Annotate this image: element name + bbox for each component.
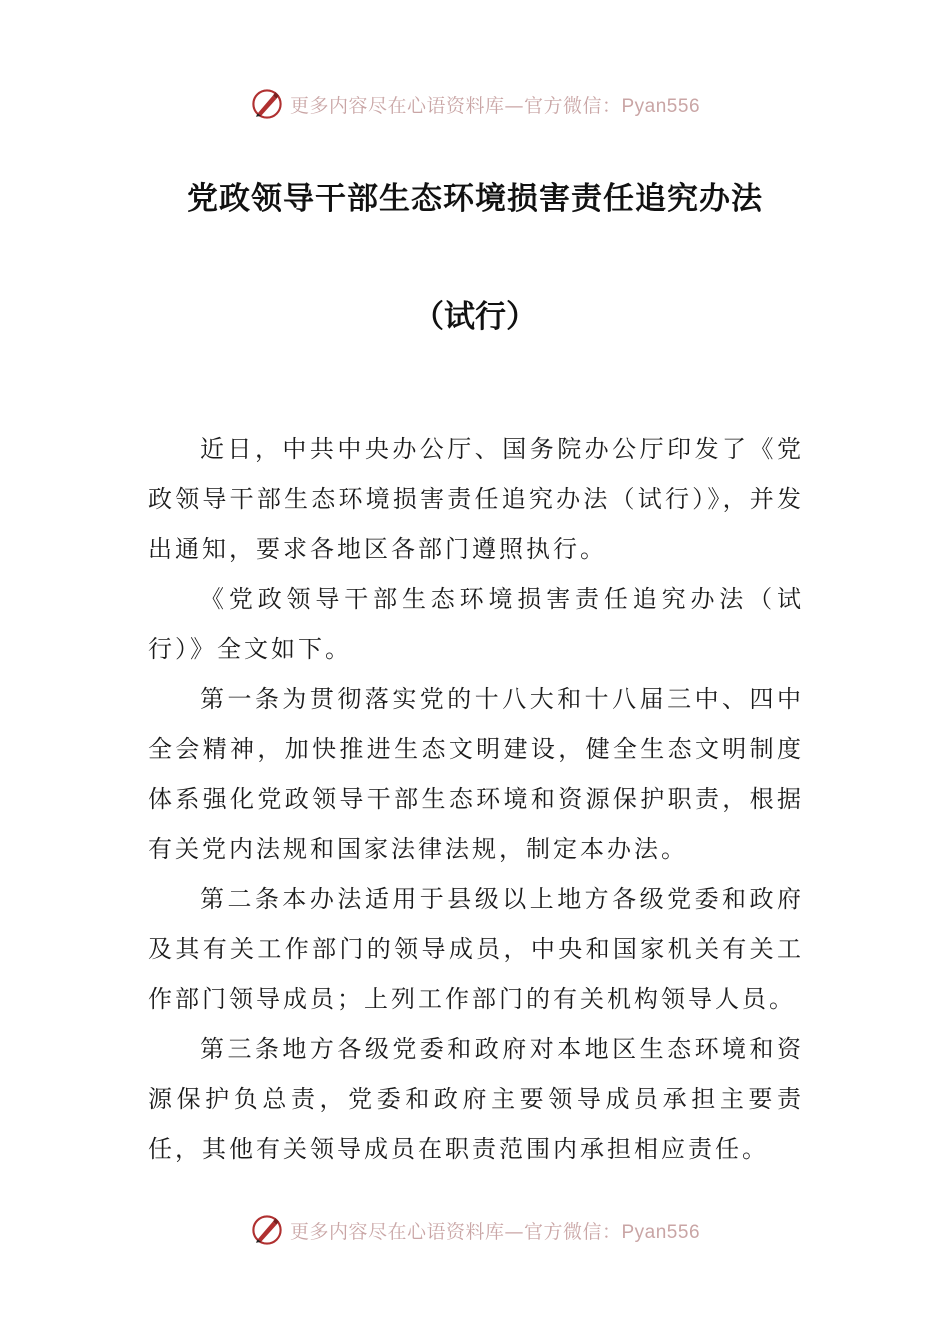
pen-logo-icon xyxy=(250,1213,284,1247)
document-subtitle: （试行） xyxy=(413,299,537,335)
paragraph-article-3: 第三条地方各级党委和政府对本地区生态环境和资源保护负总责，党委和政府主要领导成员承担主要责任，其他有关领导成员在职责范围内承担相应责任。 xyxy=(148,1035,804,1163)
watermark-header xyxy=(0,84,950,124)
document-body xyxy=(148,424,804,1174)
paragraph-fulltext-note: 《党政领导干部生态环境损害责任追究办法（试行）》全文如下。 xyxy=(148,585,804,663)
paragraph-article-2: 第二条本办法适用于县级以上地方各级党委和政府及其有关工作部门的领导成员，中央和国家机关有关工作部门领导成员；上列工作部门的有关机构领导人员。 xyxy=(148,885,804,1013)
pen-logo-icon xyxy=(250,87,284,121)
watermark-wechat-id: Pyan556 xyxy=(621,95,701,117)
paragraph-article-1: 第一条为贯彻落实党的十八大和十八届三中、四中全会精神，加快推进生态文明建设，健全生态文明制度体系强化党政领导干部生态环境和资源保护职责，根据有关党内法规和国家法律法规，制定本办法。 xyxy=(148,685,804,863)
watermark-text: 更多内容尽在心语资料库—官方微信：Pyan556 xyxy=(289,94,701,117)
paragraph-intro: 近日，中共中央办公厅、国务院办公厅印发了《党政领导干部生态环境损害责任追究办法（试行）》，并发出通知，要求各地区各部门遵照执行。 xyxy=(148,435,804,563)
watermark-footer xyxy=(0,1210,950,1250)
watermark-text: 更多内容尽在心语资料库—官方微信：Pyan556 xyxy=(289,1220,701,1243)
watermark-wechat-id: Pyan556 xyxy=(621,1221,701,1243)
document-title: 党政领导干部生态环境损害责任追究办法 xyxy=(187,181,763,217)
